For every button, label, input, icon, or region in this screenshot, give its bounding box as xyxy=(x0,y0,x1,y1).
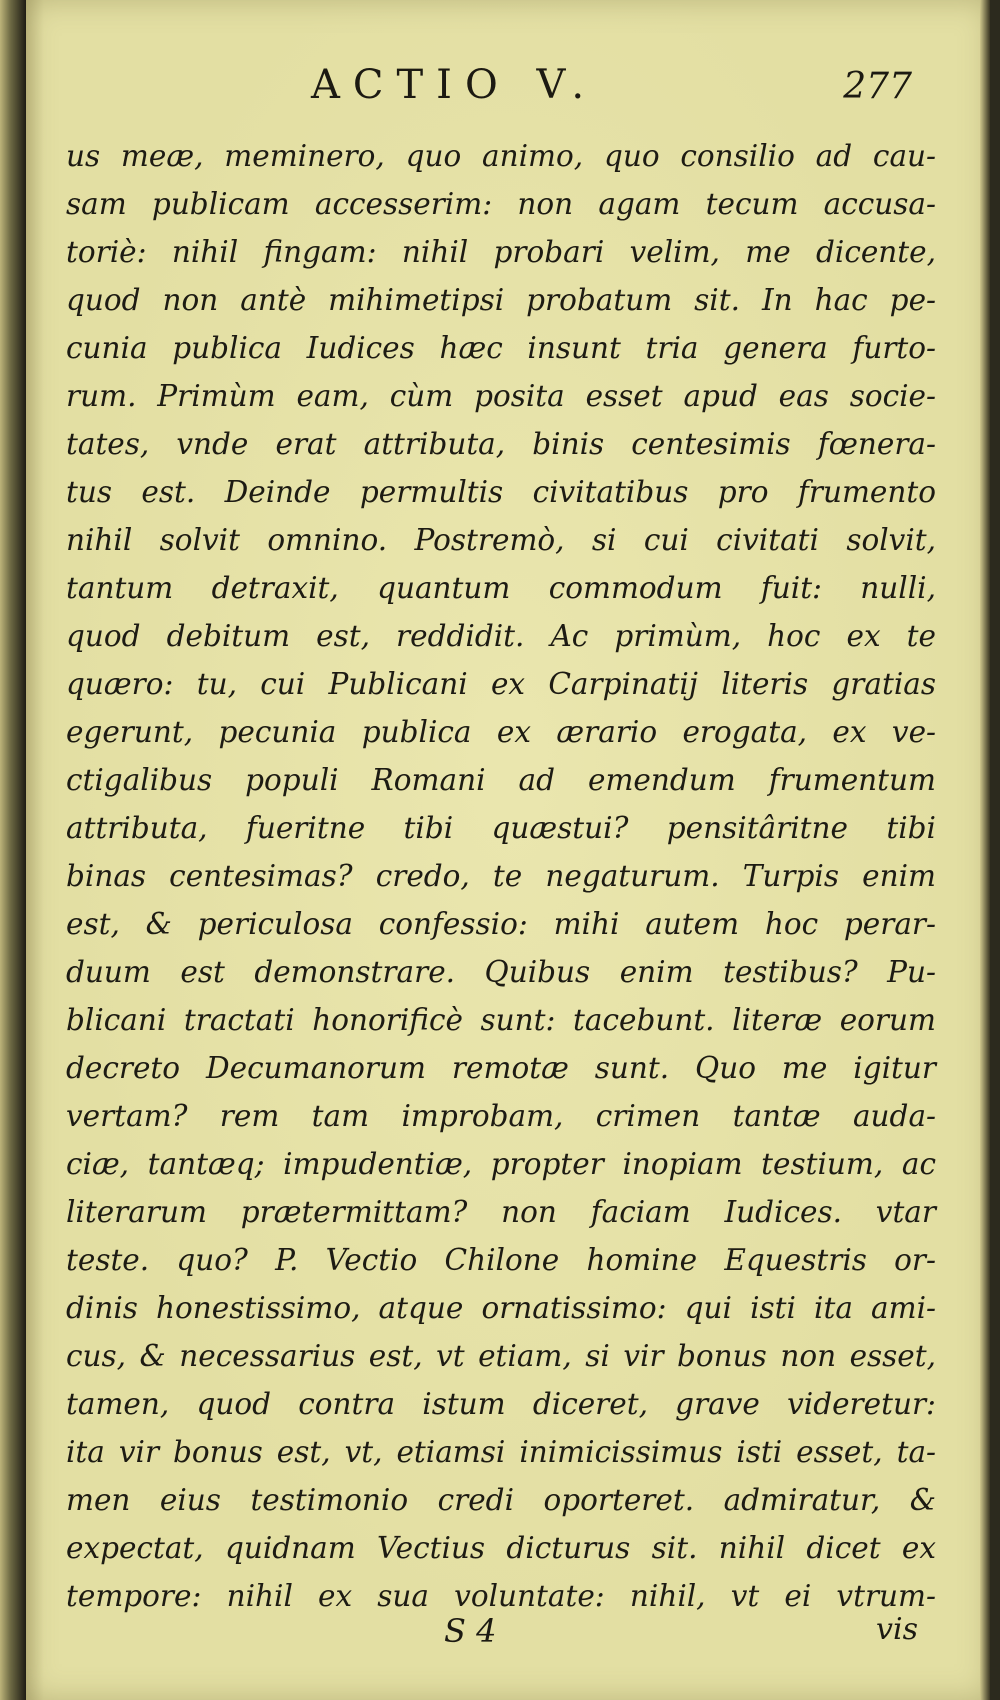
text-line: cus, & necessarius est, vt etiam, si vir bonus non esset, xyxy=(66,1339,936,1373)
text-line: duum est demonstrare. Quibus enim testibus? Pu- xyxy=(66,955,936,989)
text-line: attributa, fueritne tibi quæstui? pensitâritne tibi xyxy=(66,811,936,845)
page-footer xyxy=(26,1612,990,1662)
text-line: dinis honestissimo, atque ornatissimo: qui isti ita ami- xyxy=(66,1291,936,1325)
page-edge xyxy=(980,0,990,1700)
text-line: tantum detraxit, quantum commodum fuit: nulli, xyxy=(66,571,936,605)
text-line: quod non antè mihimetipsi probatum sit. In hac pe- xyxy=(66,283,936,317)
book-page xyxy=(26,0,990,1700)
text-line: binas centesimas? credo, te negaturum. Turpis enim xyxy=(66,859,936,893)
running-head: ACTIO V. xyxy=(311,62,598,108)
text-line: expectat, quidnam Vectius dicturus sit. nihil dicet ex xyxy=(66,1531,936,1565)
catchword: vis xyxy=(876,1612,918,1647)
text-line: tates, vnde erat attributa, binis centesimis fœnera- xyxy=(66,427,936,461)
text-line: est, & periculosa confessio: mihi autem hoc perar- xyxy=(66,907,936,941)
text-line: quod debitum est, reddidit. Ac primùm, hoc ex te xyxy=(66,619,936,653)
text-line: quæro: tu, cui Publicani ex Carpinatij literis gratias xyxy=(66,667,936,701)
page-number: 277 xyxy=(843,66,912,107)
text-line: nihil solvit omnino. Postremò, si cui civitati solvit, xyxy=(66,523,936,557)
text-line: tempore: nihil ex sua voluntate: nihil, vt ei vtrum- xyxy=(66,1579,936,1613)
text-line: vertam? rem tam improbam, crimen tantæ auda- xyxy=(66,1099,936,1133)
text-line: teste. quo? P. Vectio Chilone homine Equestris or- xyxy=(66,1243,936,1277)
text-line: rum. Primùm eam, cùm posita esset apud eas socie- xyxy=(66,379,936,413)
text-line: ctigalibus populi Romani ad emendum frumentum xyxy=(66,763,936,797)
signature-mark: S 4 xyxy=(444,1612,497,1650)
text-line: tamen, quod contra istum diceret, grave videretur: xyxy=(66,1387,936,1421)
text-line: us meæ, meminero, quo animo, quo consilio ad cau- xyxy=(66,139,936,173)
text-line: tus est. Deinde permultis civitatibus pro frumento xyxy=(66,475,936,509)
text-line: literarum prætermittam? non faciam Iudices. vtar xyxy=(66,1195,936,1229)
text-line: egerunt, pecunia publica ex ærario erogata, ex ve- xyxy=(66,715,936,749)
text-line: cunia publica Iudices hæc insunt tria genera furto- xyxy=(66,331,936,365)
text-line: blicani tractati honorificè sunt: tacebunt. literæ eorum xyxy=(66,1003,936,1037)
text-line: ita vir bonus est, vt, etiamsi inimicissimus isti esset, ta- xyxy=(66,1435,936,1469)
text-line: ciæ, tantæq; impudentiæ, propter inopiam testium, ac xyxy=(66,1147,936,1181)
page-header xyxy=(26,62,990,112)
text-line: decreto Decumanorum remotæ sunt. Quo me igitur xyxy=(66,1051,936,1085)
body-text xyxy=(66,132,936,1620)
text-line: men eius testimonio credi oporteret. admiratur, & xyxy=(66,1483,936,1517)
book-gutter xyxy=(0,0,26,1700)
text-line: toriè: nihil fingam: nihil probari velim, me dicente, xyxy=(66,235,936,269)
text-line: sam publicam accesserim: non agam tecum accusa- xyxy=(66,187,936,221)
